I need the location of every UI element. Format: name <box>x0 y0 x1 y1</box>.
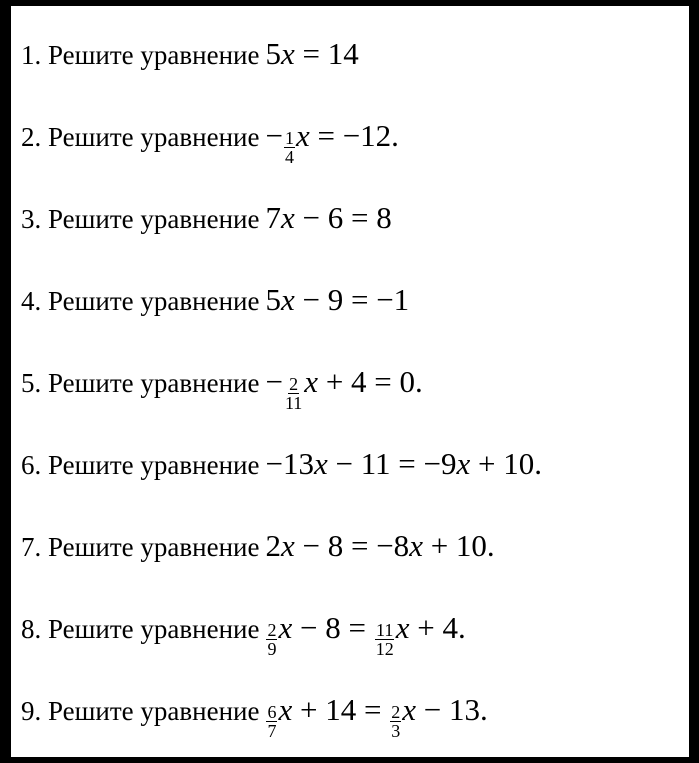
fraction-denominator: 4 <box>284 147 294 167</box>
equation <box>265 200 391 236</box>
fraction-denominator: 3 <box>391 721 401 741</box>
equation-row <box>21 118 399 168</box>
task-label: 6. Решите уравнение <box>21 450 260 480</box>
task-label: 2. Решите уравнение <box>21 122 260 152</box>
math-text: + 4. <box>409 610 466 645</box>
fraction <box>266 703 277 740</box>
fraction <box>266 621 277 658</box>
equation-row <box>21 610 466 660</box>
fraction-numerator: 11 <box>376 620 394 640</box>
math-text: − 11 = −9 <box>327 446 457 481</box>
fraction-denominator: 11 <box>284 393 303 413</box>
variable: x <box>280 282 295 317</box>
math-text: 5 <box>265 282 281 317</box>
math-text: 2 <box>265 528 281 563</box>
variable: x <box>280 200 295 235</box>
equation-row <box>21 282 409 318</box>
equation <box>265 36 358 72</box>
fraction-numerator: 1 <box>284 128 294 148</box>
equation-row <box>21 528 495 564</box>
fraction-denominator: 9 <box>267 639 277 659</box>
math-text: 7 <box>265 200 281 235</box>
fraction-denominator: 7 <box>267 721 277 741</box>
equation <box>265 692 487 742</box>
fraction-numerator: 6 <box>267 702 277 722</box>
fraction <box>375 621 395 658</box>
task-label: 1. Решите уравнение <box>21 40 260 70</box>
variable: x <box>280 528 295 563</box>
variable: x <box>409 528 423 563</box>
math-text: − 8 = −8 <box>294 528 410 563</box>
math-text: − 13. <box>415 692 488 727</box>
fraction-numerator: 2 <box>267 620 277 640</box>
equation-row <box>21 200 392 236</box>
math-text: − 9 = −1 <box>294 282 410 317</box>
equation <box>265 446 542 482</box>
variable: x <box>402 692 416 727</box>
equation <box>265 118 398 168</box>
math-text: + 14 = <box>292 692 390 727</box>
variable: x <box>313 446 328 481</box>
math-text: + 10. <box>422 528 495 563</box>
math-text: − <box>265 364 283 399</box>
variable: x <box>304 364 319 399</box>
equation <box>265 528 494 564</box>
variable: x <box>278 692 293 727</box>
fraction-denominator: 12 <box>375 639 394 659</box>
math-text: − 6 = 8 <box>294 200 392 235</box>
equation-row <box>21 692 488 742</box>
variable: x <box>395 610 410 645</box>
task-label: 5. Решите уравнение <box>21 368 260 398</box>
equation-row <box>21 446 542 482</box>
math-text: 5 <box>265 36 281 71</box>
task-label: 8. Решите уравнение <box>21 614 260 644</box>
worksheet <box>11 6 689 757</box>
math-text: = 14 <box>294 36 359 71</box>
math-text: −13 <box>265 446 314 481</box>
math-text: − <box>265 118 283 153</box>
variable: x <box>280 36 295 71</box>
task-label: 7. Решите уравнение <box>21 532 260 562</box>
math-text: + 10. <box>470 446 543 481</box>
fraction <box>284 375 303 412</box>
equation <box>265 364 422 414</box>
fraction <box>390 703 401 740</box>
equation-row <box>21 36 359 72</box>
task-label: 3. Решите уравнение <box>21 204 260 234</box>
equation <box>265 282 409 318</box>
fraction-numerator: 2 <box>391 702 401 722</box>
fraction <box>284 129 295 166</box>
variable: x <box>295 118 310 153</box>
variable: x <box>456 446 471 481</box>
fraction-numerator: 2 <box>289 374 299 394</box>
task-label: 9. Решите уравнение <box>21 696 260 726</box>
equation-row <box>21 364 423 414</box>
math-text: = −12. <box>309 118 399 153</box>
equation <box>265 610 465 660</box>
variable: x <box>278 610 293 645</box>
math-text: − 8 = <box>292 610 374 645</box>
math-text: + 4 = 0. <box>318 364 423 399</box>
task-label: 4. Решите уравнение <box>21 286 260 316</box>
